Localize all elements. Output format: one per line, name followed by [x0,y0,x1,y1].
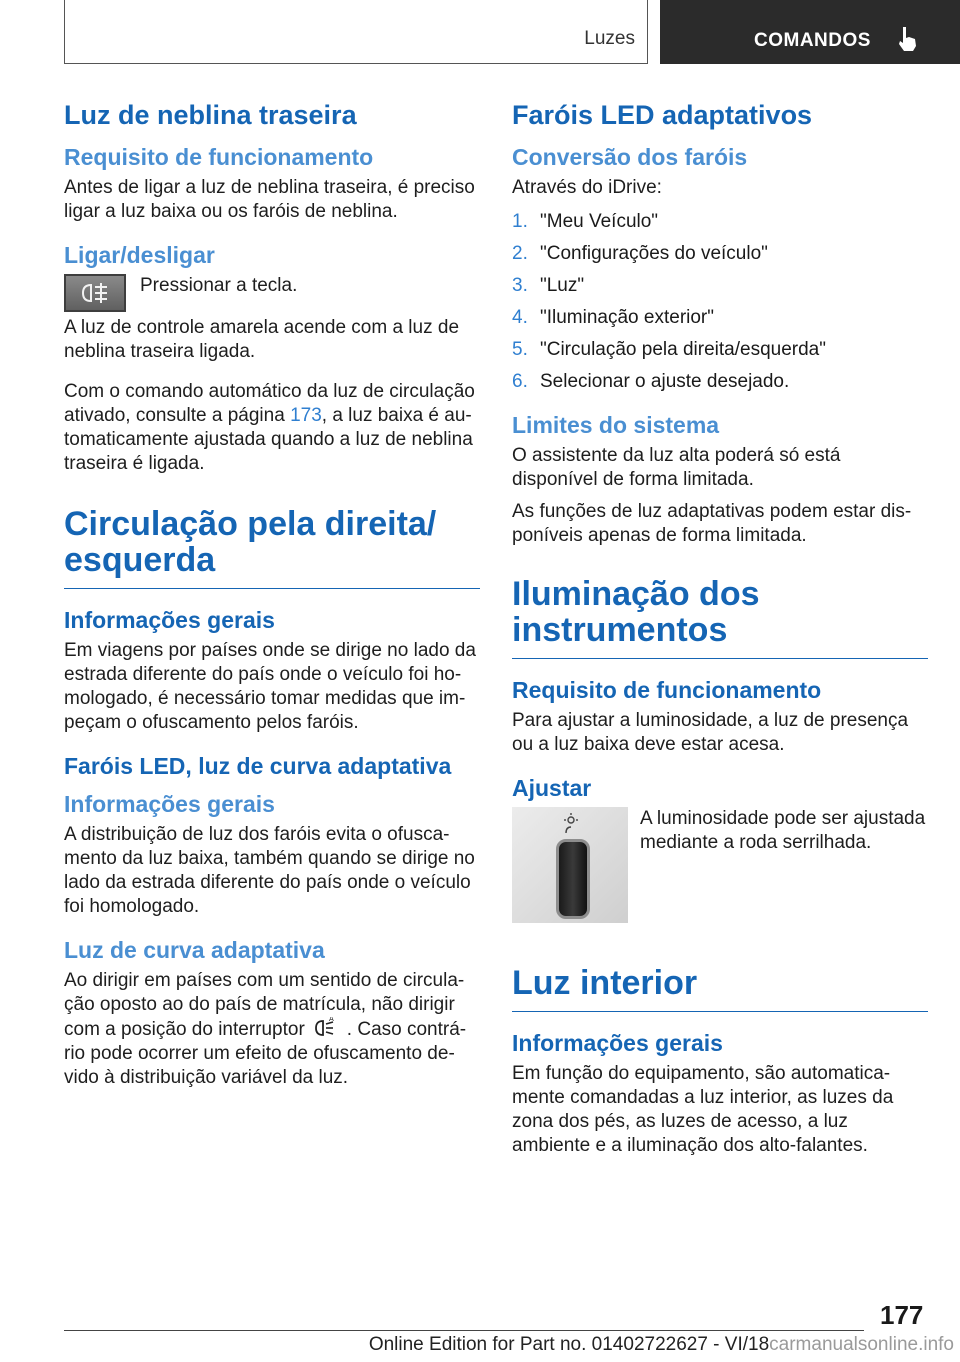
step-number: 5. [512,339,528,360]
dimmer-wheel-photo [512,807,628,923]
fog-toggle-indicator-text [64,316,480,364]
footer-divider [64,1330,864,1331]
pointing-hand-icon [896,26,918,52]
list-item [512,338,928,362]
header-section-title: Luzes [584,28,635,49]
automatic-headlight-icon [311,1017,341,1039]
step-number: 1. [512,211,528,232]
interior-info-text: Em função do equipamento, são automaticamente comandadas a luz interior, as luzes da zona dos pés, as luzes de acesso, a luz ambiente e a iluminação dos alto-falantes. [512,1063,894,1156]
section-title-circulation: Circulação pela direita/ esquerda [64,506,480,589]
list-item [512,242,928,266]
fog-requirement-heading: Requisito de funcionamento [64,144,374,170]
left-column [64,98,480,1106]
instrument-adjust-heading: Ajustar [512,775,592,801]
instrument-requirement-text: Para ajustar a luminosidade, a luz de presença ou a luz baixa deve estar acesa. [512,710,909,755]
circulation-info-text: Em viagens por países onde se dirige no lado da estrada diferente do país onde o veículo foi homologado, é necessário tomar medidas que impeçam o ofuscamento pelos faróis. [64,640,476,733]
led-curve-info-text: A distribuição de luz dos faróis evita o ofuscamento da luz baixa, também quando se dirige no lado da estrada diferente do país onde o veículo foi homologado. [64,824,475,917]
adaptive-curve-text-a: Ao dirigir em países com um sentido de circulação oposto ao do país de matrícula, não dirigir com a posição do interruptor [64,970,465,1040]
conversion-heading: Conversão dos faróis [512,144,748,170]
interior-info-heading: Informações gerais [512,1030,723,1056]
fog-toggle-indicator-text-span: A luz de controle amarela acende com a luz de neblina traseira ligada. [64,317,460,362]
header-chapter-tab [660,0,960,64]
section-title-instrument-lighting: Iluminação dos instrumentos [512,576,928,659]
svg-text:A: A [328,1017,334,1023]
step-text: "Configurações do veículo" [540,243,768,264]
page-number: 177 [880,1300,924,1330]
dimmer-wheel [556,839,590,919]
instrument-requirement-heading: Requisito de funcionamento [512,677,822,703]
section-title-interior-light: Luz interior [512,965,928,1012]
fog-toggle-heading: Ligar/desligar [64,242,215,268]
instrument-adjust-text: A luminosidade pode ser ajustada mediante a roda serrilhada. [640,808,926,853]
list-item [512,274,928,298]
led-curve-info-heading: Informações gerais [64,791,275,817]
rear-fog-light-icon [64,274,126,312]
fog-toggle-block [64,274,480,320]
step-text: "Iluminação exterior" [540,307,715,328]
section-title-adaptive-led: Faróis LED adaptativos [512,100,813,130]
list-item [512,306,928,330]
footer-edition-text: Online Edition for Part no. 01402722627 - VI/18 [368,1334,770,1355]
step-text: "Circulação pela direita/esquerda" [540,339,826,360]
fog-auto-text-b: , a luz baixa é automaticamente ajustada quando a luz de neblina traseira é ligada. [64,405,473,474]
conversion-intro: Através do iDrive: [512,177,662,198]
limits-text-1: O assistente da luz alta poderá só está disponível de forma limitada. [512,445,841,490]
brightness-icon [562,813,580,835]
step-text: Selecionar o ajuste desejado. [540,371,790,392]
instrument-adjust-block [512,807,928,923]
step-number: 4. [512,307,528,328]
adaptive-curve-heading: Luz de curva adaptativa [64,937,325,963]
fog-requirement-text: Antes de ligar a luz de neblina traseira, é preciso ligar a luz baixa ou os faróis de neblina. [64,177,475,222]
list-item [512,370,928,394]
page-reference-link[interactable]: 173 [290,405,322,426]
header-section-box [64,0,648,64]
fog-toggle-instruction: Pressionar a tecla. [140,275,298,296]
fog-auto-text [64,380,480,476]
limits-heading: Limites do sistema [512,412,720,438]
step-number: 2. [512,243,528,264]
adaptive-curve-text [64,969,480,1090]
adaptive-curve-text-b: . Caso contrário pode ocorrer um efeito de ofuscamento devido à distribuição variável da luz. [64,1019,467,1088]
fog-auto-text-a: Com o comando automático da luz de circulação ativado, consulte a página [64,381,475,426]
step-number: 3. [512,275,528,296]
header-chapter-title: COMANDOS [754,30,871,51]
right-column [512,98,928,1174]
led-curve-heading: Faróis LED, luz de curva adaptativa [64,753,452,779]
step-text: "Luz" [540,275,585,296]
circulation-info-heading: Informações gerais [64,607,275,633]
step-text: "Meu Veículo" [540,211,659,232]
footer-edition [0,1334,960,1356]
step-number: 6. [512,371,528,392]
watermark: carmanualsonline.info [769,1334,954,1355]
list-item [512,210,928,234]
conversion-steps [512,210,928,394]
section-title-fog: Luz de neblina traseira [64,100,357,130]
limits-text-2: As funções de luz adaptativas podem estar disponíveis apenas de forma limitada. [512,501,912,546]
